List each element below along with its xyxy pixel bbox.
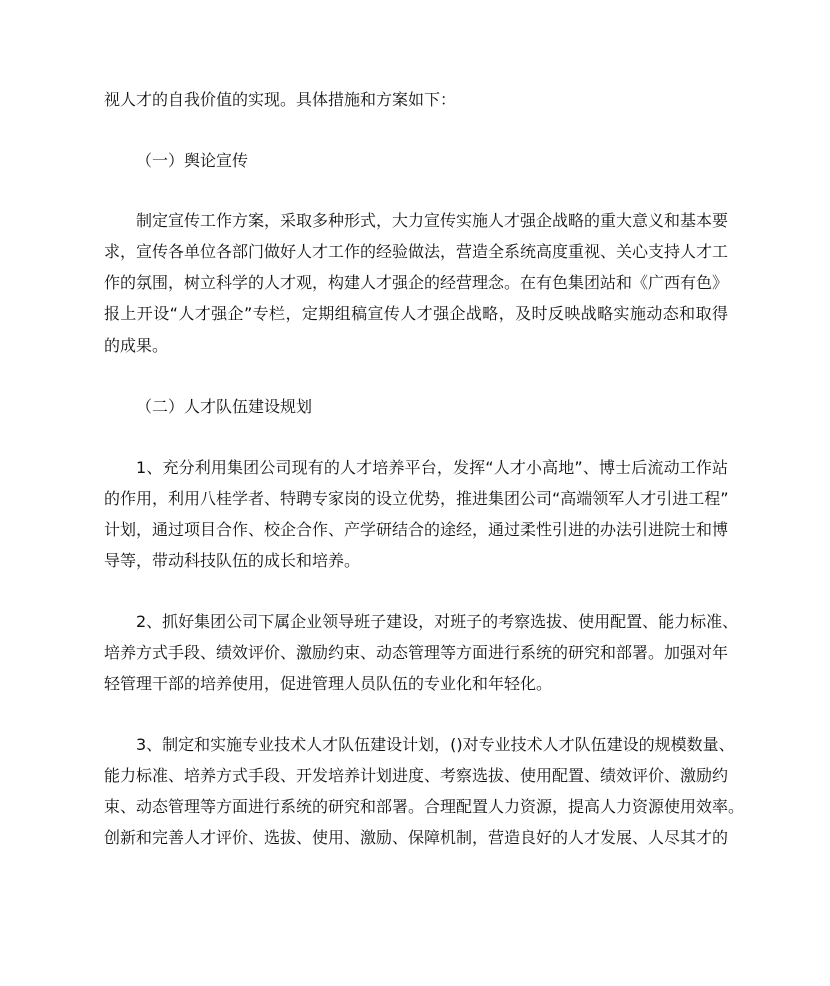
section1-heading: （一）舆论宣传: [136, 151, 249, 170]
item1-line: 1、充分利用集团公司现有的人才培养平台，发挥“人才小高地”、博士后流动工作站: [136, 458, 728, 477]
item3-line: 束、动态管理等方面进行系统的研究和部署。合理配置人力资源，提高人力资源使用效率。: [104, 797, 745, 816]
item1-line: 计划，通过项目合作、校企合作、产学研结合的途经，通过柔性引进的办法引进院士和博: [104, 520, 729, 539]
paragraph-line: 作的氛围，树立科学的人才观，构建人才强企的经营理念。在有色集团站和《广西有色》: [104, 273, 729, 292]
item3-line: 3、制定和实施专业技术人才队伍建设计划，()对专业技术人才队伍建设的规模数量、: [136, 735, 735, 754]
item1-line: 导等，带动科技队伍的成长和培养。: [104, 551, 361, 570]
item3-line: 能力标准、培养方式手段、开发培养计划进度、考察选拔、使用配置、绩效评价、激励约: [104, 766, 729, 785]
intro-line: 视人才的自我价值的实现。具体措施和方案如下：: [104, 90, 457, 109]
item3-line: 创新和完善人才评价、选拔、使用、激励、保障机制，营造良好的人才发展、人尽其才的: [104, 828, 729, 847]
item2-line: 培养方式手段、绩效评价、激励约束、动态管理等方面进行系统的研究和部署。加强对年: [104, 643, 729, 662]
item2-line: 轻管理干部的培养使用，促进管理人员队伍的专业化和年轻化。: [104, 674, 553, 693]
paragraph-line: 求，宣传各单位各部门做好人才工作的经验做法，营造全系统高度重视、关心支持人才工: [104, 242, 729, 261]
item1-line: 的作用，利用八桂学者、特聘专家岗的设立优势，推进集团公司“高端领军人才引进工程”: [104, 489, 729, 508]
paragraph-line: 的成果。: [104, 336, 169, 355]
item2-line: 2、抓好集团公司下属企业领导班子建设，对班子的考察选拔、使用配置、能力标准、: [136, 612, 739, 631]
paragraph-line: 制定宣传工作方案，采取多种形式，大力宣传实施人才强企战略的重大意义和基本要: [136, 211, 729, 230]
section2-heading: （二）人才队伍建设规划: [136, 397, 313, 416]
paragraph-line: 报上开设“人才强企”专栏，定期组稿宣传人才强企战略，及时反映战略实施动态和取得: [104, 304, 728, 323]
